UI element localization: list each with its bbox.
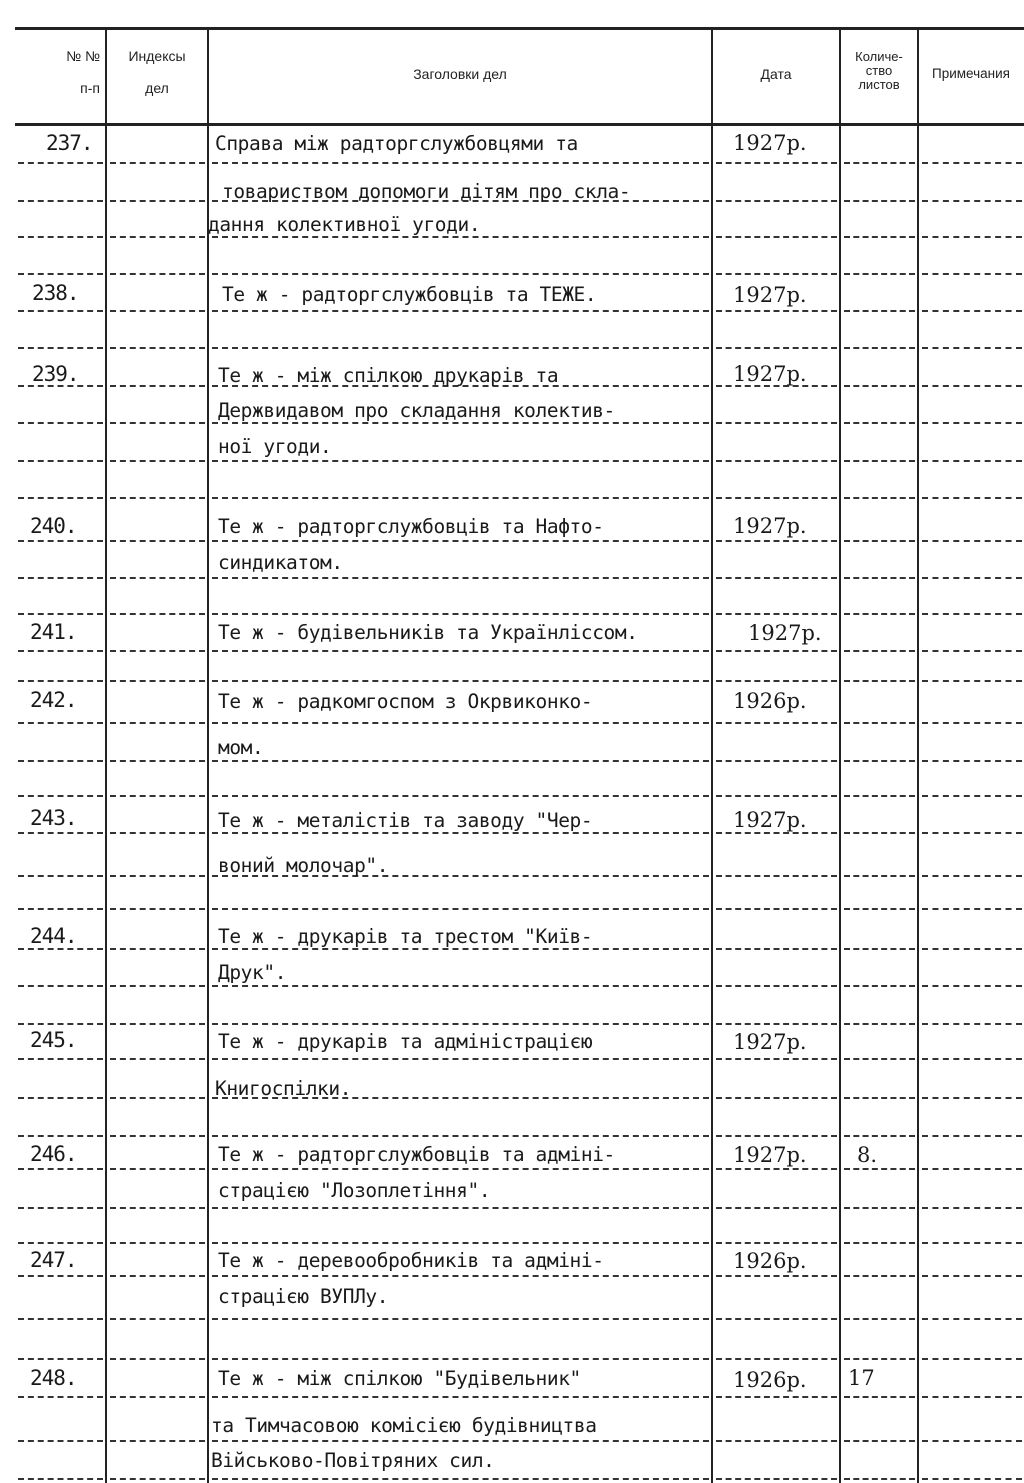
header-bottom-rule xyxy=(15,123,1024,126)
ruled-line xyxy=(212,1440,709,1442)
ruled-line xyxy=(716,1058,837,1060)
ruled-line xyxy=(844,460,915,462)
ruled-line xyxy=(716,236,837,238)
ruled-line xyxy=(212,613,709,615)
ruled-line xyxy=(18,1207,103,1209)
ruled-line xyxy=(922,347,1022,349)
ruled-line xyxy=(922,540,1022,542)
ruled-line xyxy=(212,1168,709,1170)
ruled-line xyxy=(110,650,205,652)
ruled-line xyxy=(18,1135,103,1137)
header-index xyxy=(108,48,206,96)
ruled-line xyxy=(844,1275,915,1277)
row-title-line: Те ж - між спілкою "Будівельник" xyxy=(218,1367,581,1390)
row-title-line: Те ж - радторгслужбовців та Нафто- xyxy=(218,515,604,538)
ruled-line xyxy=(110,1358,205,1360)
ruled-line xyxy=(110,577,205,579)
ruled-line xyxy=(18,1396,103,1398)
row-title-line: товариством допомоги дітям про скла- xyxy=(222,180,631,203)
ruled-line xyxy=(922,985,1022,987)
ruled-line xyxy=(716,497,837,499)
ruled-line xyxy=(110,460,205,462)
ruled-line xyxy=(844,1058,915,1060)
ruled-line xyxy=(716,540,837,542)
ruled-line xyxy=(844,1358,915,1360)
ruled-line xyxy=(716,310,837,312)
ruled-line xyxy=(212,948,709,950)
ruled-line xyxy=(18,1023,103,1025)
ruled-line xyxy=(110,236,205,238)
ruled-line xyxy=(716,1440,837,1442)
ruled-line xyxy=(922,1023,1022,1025)
ruled-line xyxy=(716,680,837,682)
ruled-line xyxy=(922,1318,1022,1320)
ruled-line xyxy=(110,200,205,202)
ruled-line xyxy=(844,722,915,724)
ruled-line xyxy=(844,1440,915,1442)
row-date: 1927р. xyxy=(733,362,807,386)
ruled-line xyxy=(110,422,205,424)
header-sheet-count xyxy=(841,50,917,92)
ruled-line xyxy=(716,1097,837,1099)
ruled-line xyxy=(212,795,709,797)
ruled-line xyxy=(212,422,709,424)
ruled-line xyxy=(716,985,837,987)
ruled-line xyxy=(844,832,915,834)
ruled-line xyxy=(18,162,103,164)
ruled-line xyxy=(18,422,103,424)
ruled-line xyxy=(18,1242,103,1244)
ruled-line xyxy=(110,1058,205,1060)
row-title-line: Те ж - друкарів та трестом "Київ- xyxy=(218,925,593,948)
ruled-line xyxy=(110,722,205,724)
ruled-line xyxy=(110,347,205,349)
row-title-line: Те ж - радторгслужбовців та ТЕЖЕ. xyxy=(222,283,597,306)
ruled-line xyxy=(922,1058,1022,1060)
ruled-line xyxy=(18,1318,103,1320)
ruled-line xyxy=(110,1023,205,1025)
ruled-line xyxy=(922,680,1022,682)
ruled-line xyxy=(922,200,1022,202)
ruled-line xyxy=(844,1207,915,1209)
ruled-line xyxy=(18,1478,103,1480)
ruled-line xyxy=(844,948,915,950)
ruled-line xyxy=(212,1358,709,1360)
ruled-line xyxy=(110,795,205,797)
ruled-line xyxy=(716,613,837,615)
row-title-line: та Тимчасовою комісією будівництва xyxy=(211,1414,597,1437)
ruled-line xyxy=(844,385,915,387)
ruled-line xyxy=(844,273,915,275)
ruled-line xyxy=(716,577,837,579)
ruled-line xyxy=(922,460,1022,462)
ruled-line xyxy=(716,273,837,275)
row-number: 243. xyxy=(30,806,77,830)
row-date: 1926р. xyxy=(733,1368,807,1392)
row-number: 242. xyxy=(30,688,77,712)
row-number: 245. xyxy=(30,1028,77,1052)
ruled-line xyxy=(110,760,205,762)
ruled-line xyxy=(922,1168,1022,1170)
header-date: Дата xyxy=(760,66,792,82)
ruled-line xyxy=(716,1207,837,1209)
ruled-line xyxy=(18,347,103,349)
ruled-line xyxy=(212,162,709,164)
ruled-line xyxy=(844,1168,915,1170)
row-title-line: страцією "Лозоплетіння". xyxy=(218,1179,491,1202)
ruled-line xyxy=(844,577,915,579)
row-number: 239. xyxy=(32,362,79,386)
ruled-line xyxy=(18,236,103,238)
ruled-line xyxy=(110,1097,205,1099)
ruled-line xyxy=(922,1396,1022,1398)
ruled-line xyxy=(922,908,1022,910)
ruled-line xyxy=(212,760,709,762)
row-number: 237. xyxy=(46,131,93,155)
ruled-line xyxy=(212,832,709,834)
ruled-line xyxy=(110,832,205,834)
ruled-line xyxy=(716,722,837,724)
ruled-line xyxy=(844,613,915,615)
ruled-line xyxy=(716,908,837,910)
ruled-line xyxy=(110,162,205,164)
ruled-line xyxy=(716,650,837,652)
ruled-line xyxy=(212,1275,709,1277)
ruled-line xyxy=(716,347,837,349)
column-divider-2 xyxy=(207,28,209,1483)
row-sheet-count: 17 xyxy=(848,1366,875,1390)
ruled-line xyxy=(110,385,205,387)
ruled-line xyxy=(844,650,915,652)
ruled-line xyxy=(922,1478,1022,1480)
ruled-line xyxy=(18,273,103,275)
ruled-line xyxy=(212,1023,709,1025)
ruled-line xyxy=(110,985,205,987)
ruled-line xyxy=(110,1275,205,1277)
row-number: 241. xyxy=(30,620,77,644)
header-number xyxy=(30,48,100,96)
header-top-rule xyxy=(15,27,1024,30)
ruled-line xyxy=(844,540,915,542)
ruled-line xyxy=(18,1168,103,1170)
ruled-line xyxy=(212,1135,709,1137)
ruled-line xyxy=(18,1440,103,1442)
row-date: 1927р. xyxy=(733,808,807,832)
ruled-line xyxy=(110,1440,205,1442)
row-title-line: Те ж - радкомгоспом з Окрвиконко- xyxy=(218,690,593,713)
ruled-line xyxy=(212,722,709,724)
ruled-line xyxy=(18,650,103,652)
header-count-line3: листов xyxy=(858,77,900,92)
ruled-line xyxy=(716,460,837,462)
row-title-line: страцією ВУПЛу. xyxy=(218,1285,389,1308)
ruled-line xyxy=(716,1396,837,1398)
ruled-line xyxy=(212,540,709,542)
ruled-line xyxy=(18,200,103,202)
ruled-line xyxy=(844,422,915,424)
ruled-line xyxy=(844,310,915,312)
ruled-line xyxy=(110,273,205,275)
ruled-line xyxy=(212,497,709,499)
ruled-line xyxy=(844,1318,915,1320)
ruled-line xyxy=(18,908,103,910)
ruled-line xyxy=(716,832,837,834)
header-index-line2: дел xyxy=(145,80,169,96)
ruled-line xyxy=(212,1207,709,1209)
ruled-line xyxy=(844,985,915,987)
ruled-line xyxy=(18,460,103,462)
header-number-line1: № № xyxy=(66,48,100,64)
ruled-line xyxy=(110,1168,205,1170)
row-date: 1926р. xyxy=(733,689,807,713)
ruled-line xyxy=(18,1358,103,1360)
ruled-line xyxy=(110,1318,205,1320)
row-number: 248. xyxy=(30,1366,77,1390)
ruled-line xyxy=(922,1358,1022,1360)
header-count-line2: ство xyxy=(865,63,893,78)
ruled-line xyxy=(844,347,915,349)
ruled-line xyxy=(212,310,709,312)
ruled-line xyxy=(110,613,205,615)
ruled-line xyxy=(716,1318,837,1320)
header-count-line1: Количе- xyxy=(855,49,903,64)
ruled-line xyxy=(716,875,837,877)
row-title-line: Держвидавом про складання колектив- xyxy=(218,399,615,422)
row-date: 1927р. xyxy=(733,1143,807,1167)
ruled-line xyxy=(18,310,103,312)
ruled-line xyxy=(844,1242,915,1244)
row-title-line: мом. xyxy=(218,736,264,759)
header-index-line1: Индексы xyxy=(128,48,186,64)
row-date: 1927р. xyxy=(733,1030,807,1054)
ruled-line xyxy=(922,1242,1022,1244)
ruled-line xyxy=(212,1396,709,1398)
ruled-line xyxy=(212,273,709,275)
ruled-line xyxy=(110,1396,205,1398)
row-number: 240. xyxy=(30,514,77,538)
ruled-line xyxy=(212,650,709,652)
ruled-line xyxy=(716,1275,837,1277)
ruled-line xyxy=(844,1396,915,1398)
ruled-line xyxy=(716,795,837,797)
ruled-line xyxy=(844,236,915,238)
ruled-line xyxy=(844,497,915,499)
ruled-line xyxy=(18,722,103,724)
row-date: 1927р. xyxy=(733,131,807,155)
row-date: 1927р. xyxy=(748,621,822,645)
ruled-line xyxy=(18,1275,103,1277)
ruled-line xyxy=(18,1097,103,1099)
ruled-line xyxy=(922,832,1022,834)
ruled-line xyxy=(110,680,205,682)
ruled-line xyxy=(716,1023,837,1025)
row-title-line: Те ж - деревообробників та адміні- xyxy=(218,1249,604,1272)
row-title-line: Книгоспілки. xyxy=(215,1077,352,1100)
ruled-line xyxy=(18,1058,103,1060)
row-title-line: синдикатом. xyxy=(218,551,343,574)
ruled-line xyxy=(716,948,837,950)
row-title-line: Те ж - будівельників та Українліссом. xyxy=(218,621,638,644)
ruled-line xyxy=(18,948,103,950)
column-divider-3 xyxy=(711,28,713,1483)
row-number: 244. xyxy=(30,924,77,948)
ruled-line xyxy=(922,875,1022,877)
ruled-line xyxy=(212,1058,709,1060)
ruled-line xyxy=(212,985,709,987)
ruled-line xyxy=(110,1242,205,1244)
ruled-line xyxy=(922,722,1022,724)
ruled-line xyxy=(844,1135,915,1137)
ruled-line xyxy=(212,680,709,682)
ruled-line xyxy=(18,540,103,542)
ruled-line xyxy=(212,460,709,462)
row-title-line: Друк". xyxy=(218,961,287,984)
ruled-line xyxy=(922,310,1022,312)
ruled-line xyxy=(844,1478,915,1480)
ruled-line xyxy=(716,162,837,164)
row-sheet-count: 8. xyxy=(857,1143,878,1167)
row-title-line: воний молочар". xyxy=(218,854,389,877)
ruled-line xyxy=(212,1242,709,1244)
header-notes: Примечания xyxy=(932,66,1010,81)
ruled-line xyxy=(844,680,915,682)
ruled-line xyxy=(212,236,709,238)
ruled-line xyxy=(110,540,205,542)
row-title-line: Те ж - між спілкою друкарів та xyxy=(218,364,559,387)
column-divider-1 xyxy=(105,28,107,1483)
ruled-line xyxy=(716,1358,837,1360)
row-title-line: ної угоди. xyxy=(218,435,332,458)
ruled-line xyxy=(844,760,915,762)
ruled-line xyxy=(18,795,103,797)
ruled-line xyxy=(844,162,915,164)
ruled-line xyxy=(716,1168,837,1170)
row-title-line: дання колективної угоди. xyxy=(208,213,481,236)
row-title-line: Те ж - друкарів та адміністрацією xyxy=(218,1030,593,1053)
ruled-line xyxy=(922,273,1022,275)
ruled-line xyxy=(716,422,837,424)
ruled-line xyxy=(922,948,1022,950)
row-title-line: Те ж - металістів та заводу "Чер- xyxy=(218,809,593,832)
ruled-line xyxy=(110,948,205,950)
ruled-line xyxy=(922,497,1022,499)
ruled-line xyxy=(922,760,1022,762)
ruled-line xyxy=(716,200,837,202)
ruled-line xyxy=(844,908,915,910)
ruled-line xyxy=(922,613,1022,615)
header-title: Заголовки дел xyxy=(413,66,507,82)
ruled-line xyxy=(18,832,103,834)
ruled-line xyxy=(716,1478,837,1480)
row-date: 1927р. xyxy=(733,283,807,307)
column-divider-4 xyxy=(839,28,841,1483)
ruled-line xyxy=(110,497,205,499)
ruled-line xyxy=(18,613,103,615)
header-number-line2: п-п xyxy=(80,80,100,96)
ruled-line xyxy=(844,1097,915,1099)
ruled-line xyxy=(716,1242,837,1244)
ruled-line xyxy=(716,760,837,762)
ruled-line xyxy=(844,795,915,797)
ruled-line xyxy=(18,760,103,762)
row-title-line: Справа між радторгслужбовцями та xyxy=(215,132,578,155)
ruled-line xyxy=(212,1478,709,1480)
ruled-line xyxy=(18,875,103,877)
row-date: 1927р. xyxy=(733,514,807,538)
ruled-line xyxy=(212,908,709,910)
ruled-line xyxy=(922,422,1022,424)
ruled-line xyxy=(110,875,205,877)
row-number: 238. xyxy=(32,281,79,305)
ruled-line xyxy=(844,875,915,877)
ruled-line xyxy=(110,1478,205,1480)
ruled-line xyxy=(844,1023,915,1025)
ruled-line xyxy=(716,1135,837,1137)
ruled-line xyxy=(922,577,1022,579)
ruled-line xyxy=(18,985,103,987)
row-title-line: Те ж - радторгслужбовців та адміні- xyxy=(218,1143,615,1166)
ruled-line xyxy=(922,1440,1022,1442)
column-divider-5 xyxy=(917,28,919,1483)
row-date: 1926р. xyxy=(733,1249,807,1273)
ruled-line xyxy=(922,1207,1022,1209)
ruled-line xyxy=(110,908,205,910)
ruled-line xyxy=(18,577,103,579)
ruled-line xyxy=(110,1207,205,1209)
ruled-line xyxy=(922,1275,1022,1277)
ruled-line xyxy=(844,200,915,202)
row-number: 246. xyxy=(30,1142,77,1166)
ruled-line xyxy=(922,236,1022,238)
row-number: 247. xyxy=(30,1248,77,1272)
row-title-line: Військово-Повітряних сил. xyxy=(211,1449,495,1472)
ruled-line xyxy=(922,1135,1022,1137)
ruled-line xyxy=(110,310,205,312)
ruled-line xyxy=(212,1318,709,1320)
ruled-line xyxy=(212,347,709,349)
ruled-line xyxy=(922,162,1022,164)
ruled-line xyxy=(18,680,103,682)
ruled-line xyxy=(922,385,1022,387)
ruled-line xyxy=(110,1135,205,1137)
ruled-line xyxy=(922,1097,1022,1099)
ruled-line xyxy=(922,795,1022,797)
ruled-line xyxy=(922,650,1022,652)
ruled-line xyxy=(212,577,709,579)
ruled-line xyxy=(18,497,103,499)
